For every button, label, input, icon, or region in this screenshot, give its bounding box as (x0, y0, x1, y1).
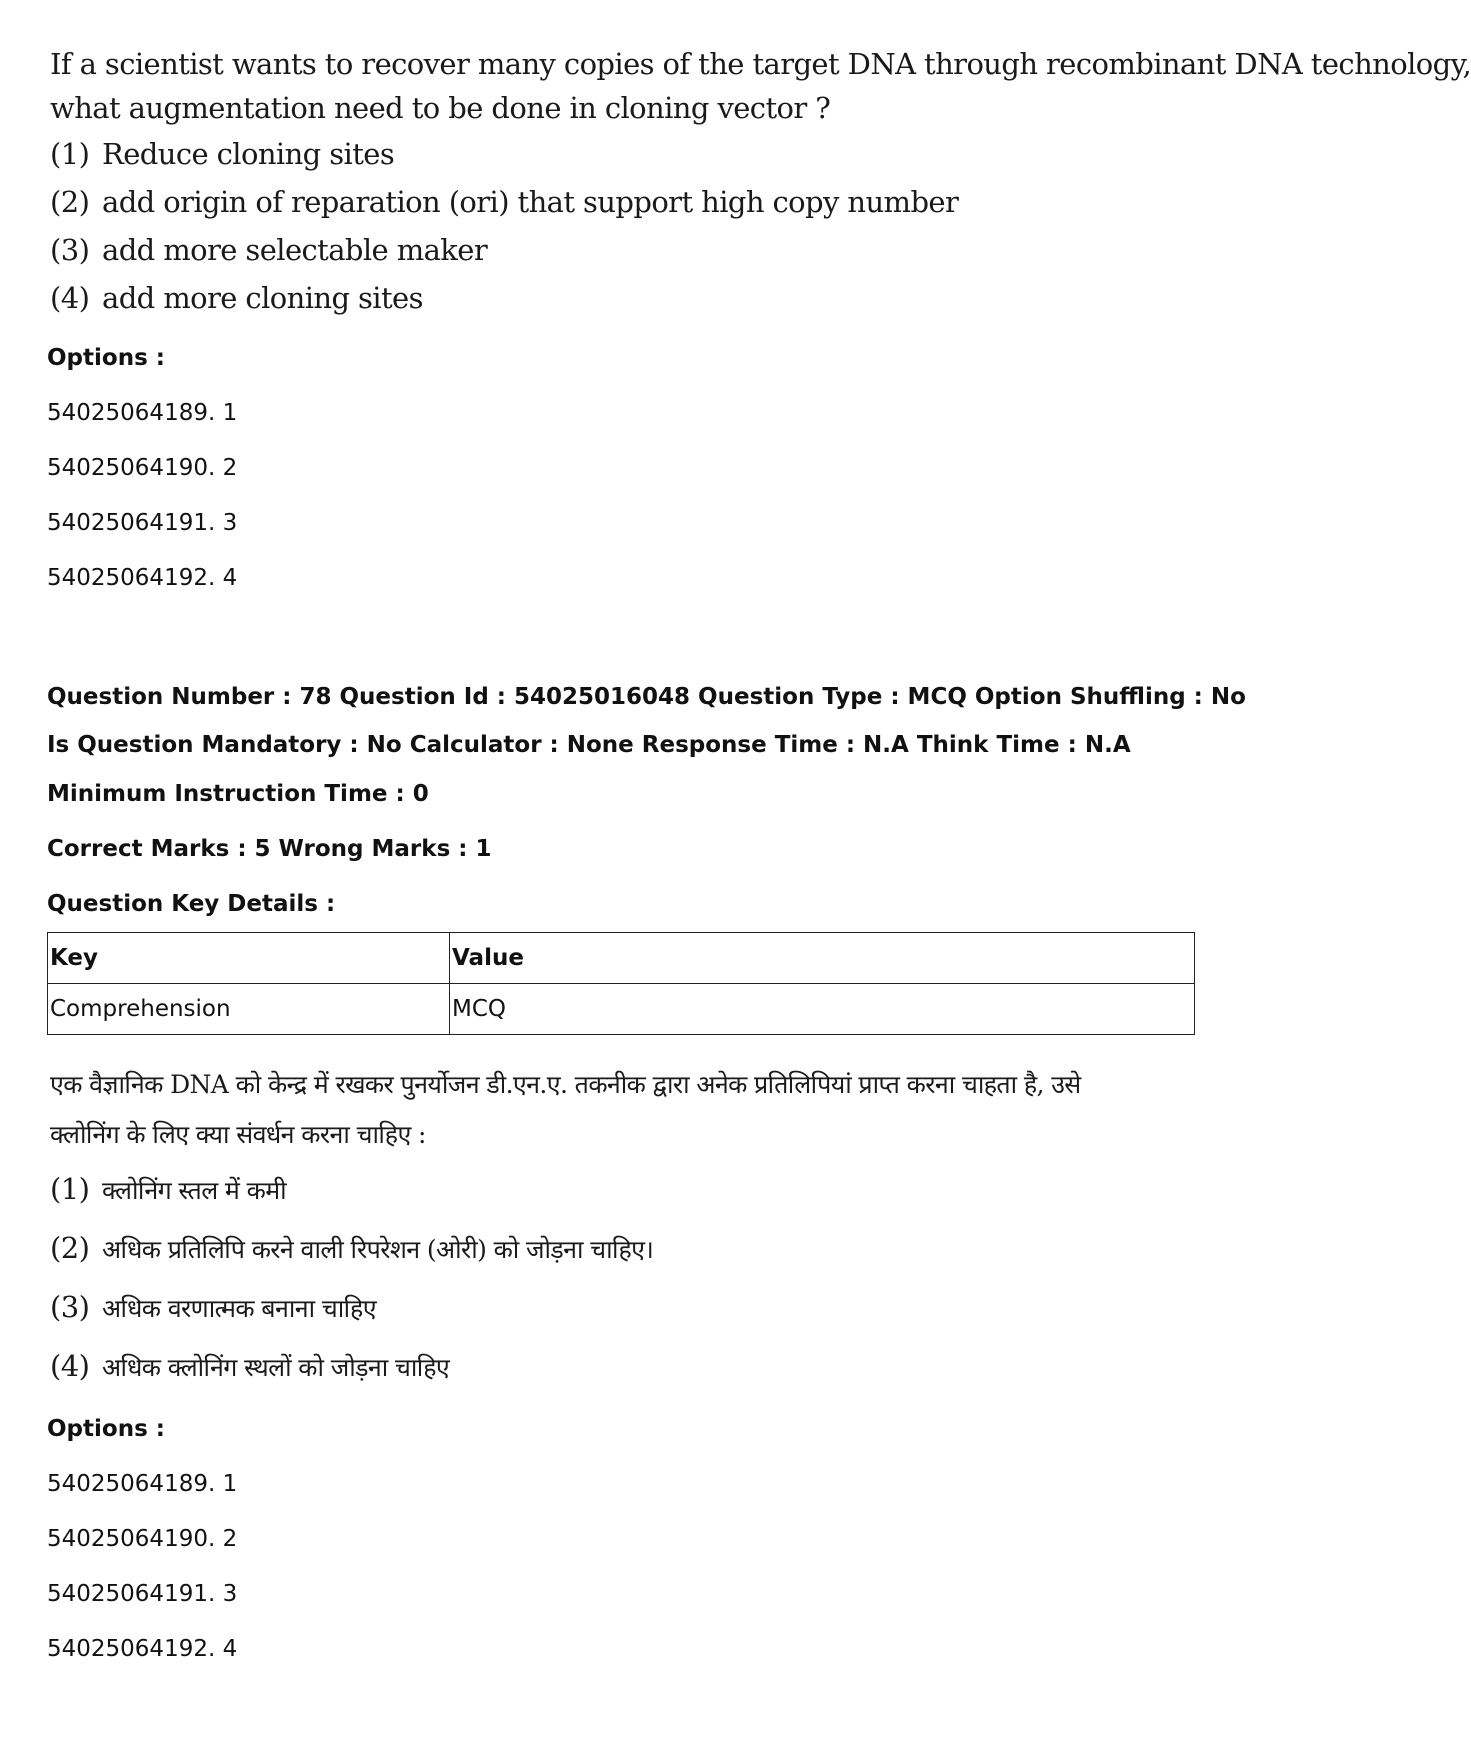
question-meta-line: Is Question Mandatory : No Calculator : None Response Time : N.A Think Time : N.A (47, 732, 1131, 758)
option-id-item: 54025064192. 4 (47, 1636, 238, 1662)
option-text: अधिक वरणात्मक बनाना चाहिए (102, 1294, 376, 1323)
question-text-line: क्लोनिंग के लिए क्या संवर्धन करना चाहिए : (50, 1120, 426, 1149)
question-option (50, 178, 1471, 226)
question-option (50, 1160, 1081, 1219)
marks-line: Correct Marks : 5 Wrong Marks : 1 (47, 836, 492, 862)
question-option (50, 1337, 1081, 1396)
question-option (50, 1278, 1081, 1337)
option-id-item: 54025064189. 1 (47, 400, 238, 426)
options-heading: Options : (47, 345, 165, 371)
option-text: add origin of reparation (ori) that support high copy number (102, 185, 959, 219)
table-cell-value: MCQ (450, 984, 1195, 1035)
option-id-item: 54025064190. 2 (47, 455, 238, 481)
option-text: Reduce cloning sites (102, 137, 395, 171)
question-image-english (50, 42, 1471, 322)
question-option (50, 226, 1471, 274)
question-text-line: एक वैज्ञानिक DNA को केन्द्र में रखकर पुनर्योजन डी.एन.ए. तकनीक द्वारा अनेक प्रतिलिपियां प्राप्त करना चाहता है, उसे (50, 1070, 1081, 1099)
options-heading: Options : (47, 1416, 165, 1442)
table-header-row (48, 933, 1195, 984)
table-header-value: Value (450, 933, 1195, 984)
question-meta-line: Minimum Instruction Time : 0 (47, 781, 429, 807)
option-number: (4) (50, 1349, 90, 1383)
option-number: (3) (50, 233, 90, 267)
question-text-line: If a scientist wants to recover many copies of the target DNA through recombinant DNA technology, (50, 47, 1471, 81)
option-number: (2) (50, 185, 90, 219)
question-image-hindi (50, 1060, 1081, 1396)
option-number: (1) (50, 137, 90, 171)
option-id-item: 54025064190. 2 (47, 1526, 238, 1552)
option-id-item: 54025064192. 4 (47, 565, 238, 591)
option-id-item: 54025064191. 3 (47, 1581, 238, 1607)
question-key-table (47, 932, 1195, 1035)
option-id-item: 54025064191. 3 (47, 510, 238, 536)
option-text: add more selectable maker (102, 233, 488, 267)
question-meta-line: Question Number : 78 Question Id : 54025016048 Question Type : MCQ Option Shuffling : No (47, 684, 1246, 710)
option-text: अधिक क्लोनिंग स्थलों को जोड़ना चाहिए (102, 1353, 450, 1382)
table-cell-key: Comprehension (48, 984, 450, 1035)
option-number: (4) (50, 281, 90, 315)
option-number: (3) (50, 1290, 90, 1324)
option-number: (1) (50, 1172, 90, 1206)
option-text: अधिक प्रतिलिपि करने वाली रिपरेशन (ओरी) को जोड़ना चाहिए। (102, 1235, 654, 1264)
question-option (50, 130, 1471, 178)
question-option (50, 274, 1471, 322)
question-option (50, 1219, 1081, 1278)
question-text-line: what augmentation need to be done in cloning vector ? (50, 91, 831, 125)
option-text: add more cloning sites (102, 281, 423, 315)
table-header-key: Key (48, 933, 450, 984)
key-details-heading: Question Key Details : (47, 891, 336, 917)
option-text: क्लोनिंग स्तल में कमी (102, 1176, 287, 1205)
option-number: (2) (50, 1231, 90, 1265)
table-row (48, 984, 1195, 1035)
option-id-item: 54025064189. 1 (47, 1471, 238, 1497)
